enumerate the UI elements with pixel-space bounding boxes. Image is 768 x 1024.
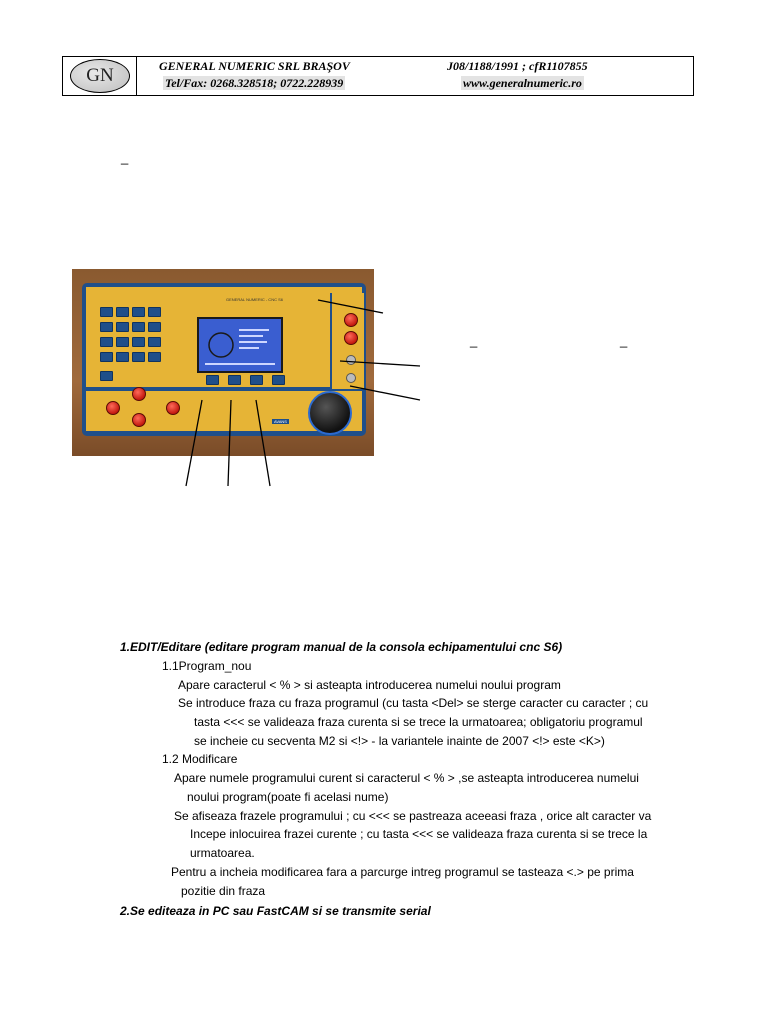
paragraph-line: Se afiseaza frazele programului ; cu <<< se pastreaza aceeasi fraza , orice alt caracter va	[174, 809, 652, 823]
dash-mark: _	[620, 333, 628, 348]
subsection-title: 1.2 Modificare	[162, 752, 238, 766]
paragraph-line: tasta <<< se valideaza fraza curenta si se trece la urmatoarea; obligatoriu programul	[194, 715, 643, 729]
arrow-line	[350, 386, 420, 400]
dash-mark: _	[470, 333, 478, 348]
arrow-line	[186, 400, 202, 486]
knob-label: AVANS	[274, 419, 287, 424]
arrow-line	[256, 400, 270, 486]
subsection-title: 1.1Program_nou	[162, 659, 252, 673]
paragraph-line: urmatoarea.	[190, 846, 255, 860]
paragraph-line: se incheie cu secventa M2 si <!> - la variantele inainte de 2007 <!> este <K>)	[194, 734, 605, 748]
paragraph-line: Apare numele programului curent si caracterul < % > ,se asteapta introducerea numelui	[174, 771, 639, 785]
paragraph-line: Se introduce fraza cu fraza programul (cu tasta <Del> se sterge caracter cu caracter ; cu	[178, 696, 649, 710]
website-link[interactable]: www.generalnumeric.ro	[463, 76, 582, 90]
panel-brand-label: GENERAL NUMERIC - CNC S6	[226, 297, 283, 302]
arrow-line	[340, 361, 420, 366]
registration-number: J08/1188/1991 ; cfR1107855	[447, 59, 588, 73]
company-name: GENERAL NUMERIC SRL BRAŞOV	[159, 59, 350, 73]
paragraph-line: noului program(poate fi acelasi nume)	[187, 790, 389, 804]
dash-mark: _	[121, 150, 129, 165]
arrow-line	[318, 300, 383, 313]
paragraph-line: Apare caracterul < % > si asteapta introducerea numelui noului program	[178, 678, 561, 692]
phone-fax: Tel/Fax: 0268.328518; 0722.228939	[165, 76, 344, 90]
arrow-line	[228, 400, 231, 486]
paragraph-line: Incepe inlocuirea frazei curente ; cu tasta <<< se valideaza fraza curenta si se trece la	[190, 827, 648, 841]
section-heading: 2.Se editeaza in PC sau FastCAM si se transmite serial	[120, 904, 431, 918]
logo-text: GN	[86, 65, 114, 86]
section-heading: 1.EDIT/Editare (editare program manual de la consola echipamentului cnc S6)	[120, 640, 563, 654]
paragraph-line: Pentru a incheia modificarea fara a parcurge intreg programul se tasteaza <.> pe prima	[171, 865, 634, 879]
paragraph-line: pozitie din fraza	[181, 884, 266, 898]
